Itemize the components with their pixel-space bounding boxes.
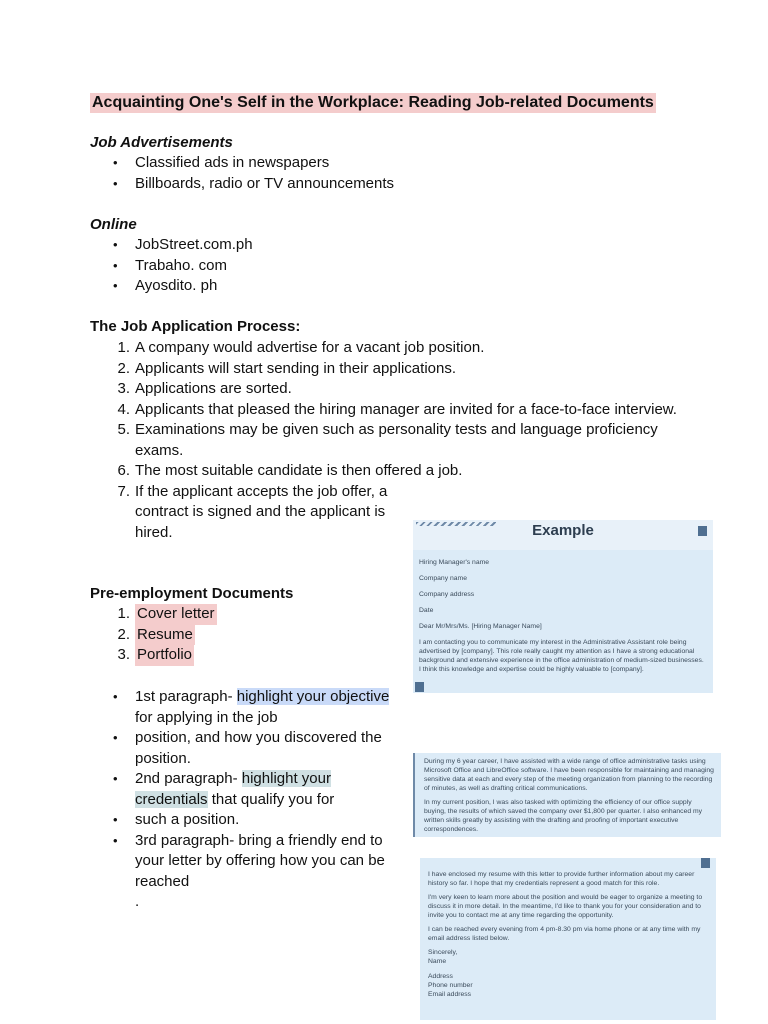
list-item: 2. Resume [90,625,390,646]
letter-paragraph: I'm very keen to learn more about the position and would be eager to organize a meeting to discuss it in more detail. In the meantime, I'd like to thank you for your consideration and to invite you to contact me at any time regarding the opportunity. [428,894,703,919]
job-ads-list [90,153,690,194]
letter-body: I am contacting you to communicate my interest in the Administrative Assistant role being advertised by [company]. This role really caught my attention as I have a strong educational background and extensive experience in the office administration of medium-sized businesses. I think this knowledge and expertise could be highly valuable to [company]. [419,639,704,673]
list-item: • 1st paragraph- highlight your objective for applying in the job [90,687,410,728]
trailing-period: . [135,893,140,910]
letter-paragraph: I can be reached every evening from 4 pm-8.30 pm via home phone or at any time with my email address listed below. [428,926,701,942]
list-item: • 3rd paragraph- bring a friendly end to your letter by offering how you can be reached [90,831,410,893]
corner-square-icon [698,526,707,536]
example-letter-bottom [420,858,716,1020]
list-item: • position, and how you discovered the position. [90,728,410,769]
process-heading: The Job Application Process: [90,318,301,335]
letter-email: Email address [428,991,472,998]
process-step: 4. Applicants that pleased the hiring manager are invited for a face-to-face interview. [117,400,677,418]
pre-employment-list [90,604,390,666]
example-letter-top [413,550,713,693]
list-item: • such a position. [90,810,410,831]
letter-phone: Phone number [428,982,473,989]
process-step: 5. Examinations may be given such as personality tests and language proficiency exams. [117,421,658,459]
list-item: • 2nd paragraph- highlight your credentials that qualify you for [90,769,410,810]
letter-paragraph: During my 6 year career, I have assisted with a wide range of office administrative tasks using Microsoft Office and LibreOffice software. I have been responsible for maintaining and managing sensitive data at each and every step of the meeting organization from planning to the recording of minutes, as well as drafting critical communications. [424,758,714,792]
list-item: • Trabaho. com [90,256,690,277]
list-item: 1. Cover letter [90,604,390,625]
letter-line: Date [419,607,434,614]
process-step: 2. Applicants will start sending in their applications. [117,359,456,377]
example-letter-middle [413,753,721,837]
letter-address: Address [428,973,453,980]
online-heading: Online [90,216,137,233]
online-list [90,235,690,297]
list-item: • JobStreet.com.ph [90,235,690,256]
list-item: • Ayosdito. ph [90,276,690,297]
page-title: Acquainting One's Self in the Workplace: Reading Job-related Documents [92,94,654,111]
list-item: 3. Portfolio [90,645,390,666]
process-step: 1. A company would advertise for a vacant job position. [117,339,485,356]
process-steps [90,338,680,543]
process-step: 7. If the applicant accepts the job offer, a contract is signed and the applicant is hired. [117,482,388,541]
letter-paragraph: In my current position, I was also tasked with optimizing the efficiency of our office supply buying, the results of which saved the company over $1,800 per quarter. I also enhanced my written skills greatly by assisting with the drafting and proofing of important executive correspondences. [424,799,703,833]
pre-employment-heading: Pre-employment Documents [90,585,294,602]
process-step: 3. Applications are sorted. [117,380,292,397]
letter-line: Company address [419,591,475,598]
corner-square-icon [415,682,424,692]
list-item: • Classified ads in newspapers [90,153,690,174]
letter-name: Name [428,958,447,965]
process-step: 6. The most suitable candidate is then offered a job. [117,462,463,479]
list-item: • Billboards, radio or TV announcements [90,174,690,195]
letter-line: Hiring Manager's name [419,559,490,566]
job-ads-heading: Job Advertisements [90,134,233,151]
letter-line: Dear Mr/Mrs/Ms. [Hiring Manager Name] [419,623,542,630]
paragraph-guide-list [90,687,410,892]
corner-square-icon [701,858,710,868]
letter-paragraph: I have enclosed my resume with this letter to provide further information about my career history so far. I hope that my credentials represent a good match for this role. [428,871,695,887]
example-header [413,520,713,550]
letter-line: Company name [419,575,467,582]
letter-closing: Sincerely, [428,949,458,956]
example-title: Example [532,522,594,539]
